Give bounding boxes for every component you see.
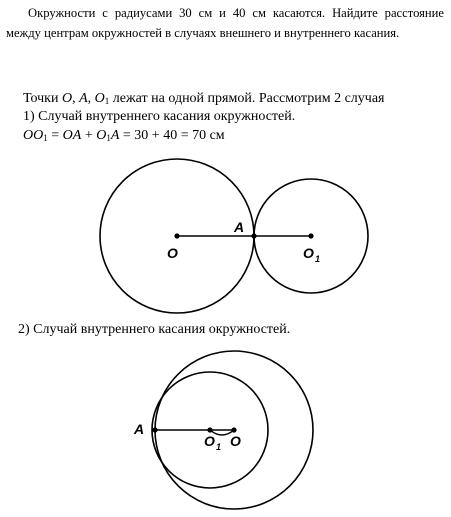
point-o1: O bbox=[94, 91, 105, 106]
case1-title: 1) Случай внутреннего касания окружностей. bbox=[23, 109, 296, 124]
point-o: O bbox=[61, 91, 73, 106]
formula-result: = 30 + 40 = 70 см bbox=[119, 128, 225, 143]
formula-sub2: 1 bbox=[106, 133, 111, 143]
label-o1: O bbox=[303, 245, 314, 261]
point-o1-sub: 1 bbox=[104, 96, 110, 106]
formula-oo: OO bbox=[23, 128, 44, 143]
tangent-a-dot-2 bbox=[152, 427, 157, 432]
label-o1-2-sub: 1 bbox=[216, 442, 222, 452]
point-a: A bbox=[79, 91, 88, 106]
center-o-dot bbox=[174, 233, 179, 238]
intro-sep-2: , bbox=[87, 91, 95, 106]
label-o: O bbox=[167, 245, 178, 261]
formula-plus: + bbox=[81, 128, 97, 143]
label-o-2: O bbox=[230, 433, 241, 449]
center-o1-dot bbox=[308, 233, 313, 238]
intro-sep-1: , bbox=[72, 91, 80, 106]
figure-internal-tangency bbox=[133, 351, 313, 509]
formula-sub1: 1 bbox=[43, 133, 48, 143]
case2-title: 2) Случай внутреннего касания окружностей. bbox=[18, 322, 291, 337]
label-a-2: A bbox=[134, 421, 145, 437]
tangent-a-dot bbox=[251, 233, 256, 238]
intro-prefix: Точки bbox=[23, 91, 62, 106]
label-o1-sub: 1 bbox=[315, 254, 321, 264]
formula-a: A bbox=[110, 128, 120, 143]
formula-o1: O bbox=[96, 128, 107, 143]
label-a: A bbox=[234, 219, 245, 235]
problem-statement: Окружности с радиусами 30 см и 40 см касаются. Найдите расстояние между центрам окружностей в случаях внешнего и внутреннего касания. bbox=[6, 6, 444, 40]
intro-suffix: лежат на одной прямой. Рассмотрим 2 случая bbox=[109, 91, 385, 106]
label-o1-2: O bbox=[204, 433, 215, 449]
formula-eq: = bbox=[47, 128, 63, 143]
figure-external-tangency bbox=[100, 159, 368, 313]
formula-oa: OA bbox=[62, 128, 82, 143]
